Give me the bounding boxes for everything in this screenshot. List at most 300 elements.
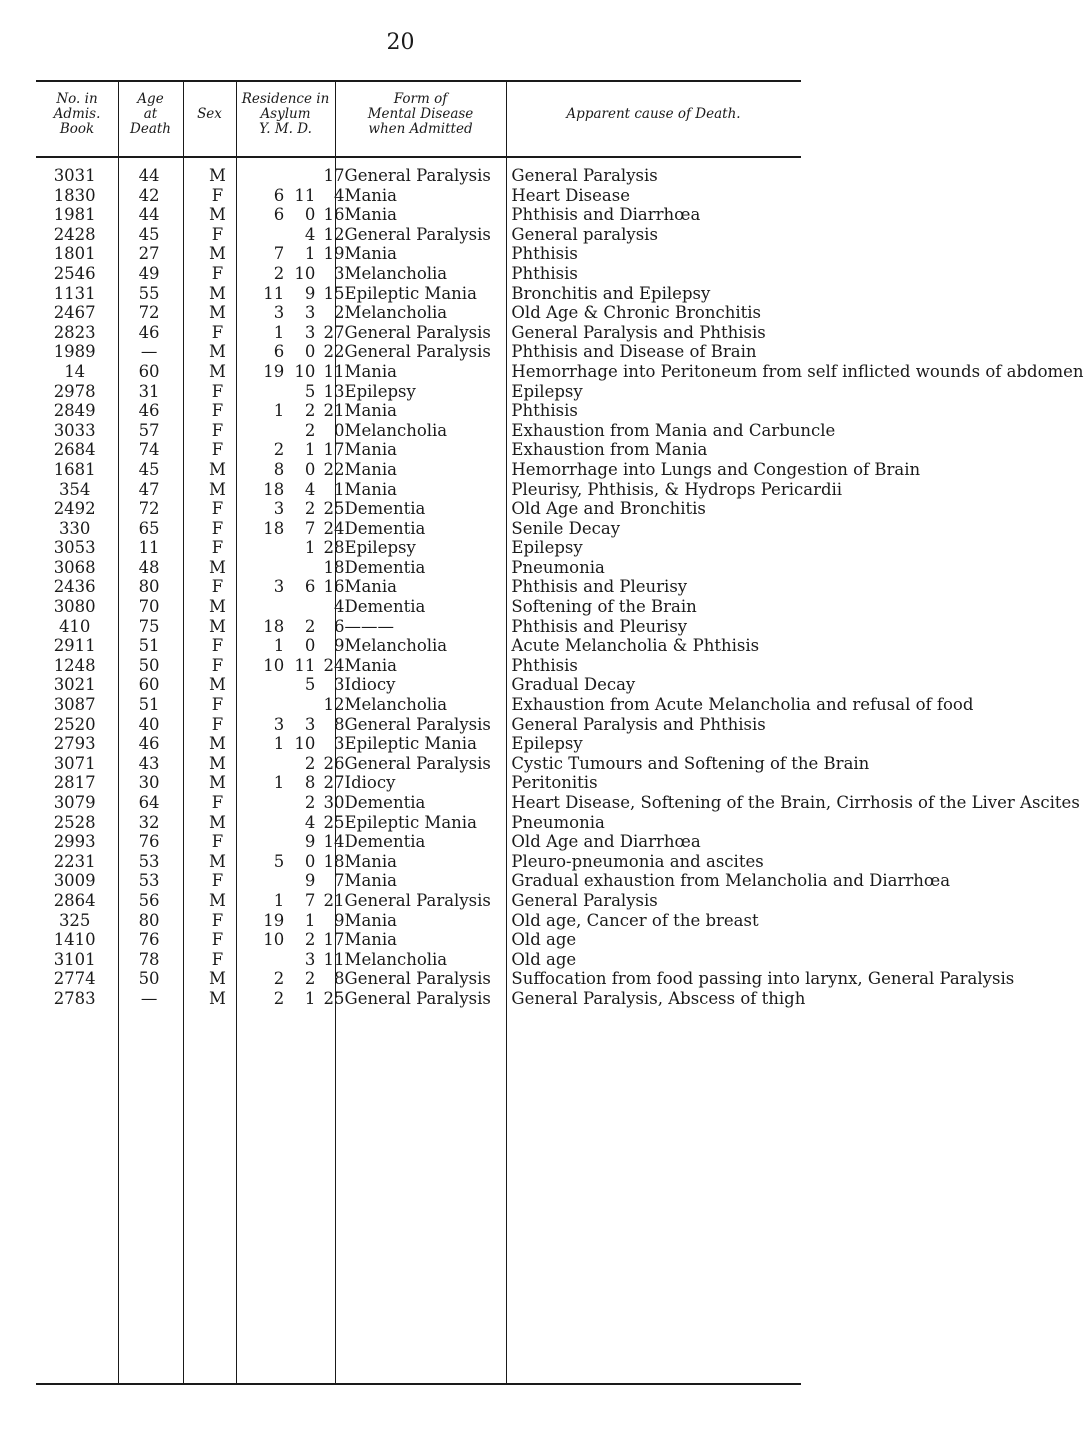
table-row [36, 480, 801, 500]
age-at-death-cell: 75 [138, 616, 160, 636]
age-at-death-cell: — [140, 988, 158, 1008]
mental-disease-cell: Dementia [344, 557, 426, 577]
table-row [36, 342, 801, 362]
residence-days-cell: 25 [323, 812, 345, 832]
table-row [36, 773, 801, 793]
residence-years-cell: 11 [263, 283, 285, 303]
admission-number-cell: 2911 [53, 636, 96, 656]
sex-cell: M [208, 479, 226, 499]
cause-of-death-cell: Bronchitis and Epilepsy [511, 283, 711, 303]
table-row [36, 675, 801, 695]
table-row [36, 832, 801, 852]
cause-of-death-cell: Exhaustion from Mania and Carbuncle [511, 420, 836, 440]
residence-months-cell: 2 [304, 401, 316, 421]
sex-cell: M [208, 773, 226, 793]
mental-disease-cell: Idiocy [344, 675, 396, 695]
residence-years-cell [250, 754, 284, 774]
admission-number-cell: 2993 [53, 832, 96, 852]
residence-days-cell: 17 [323, 930, 345, 950]
table-row [36, 617, 801, 637]
cause-of-death-cell: General Paralysis, Abscess of thigh [511, 988, 806, 1008]
mental-disease-cell: Melancholia [344, 636, 448, 656]
residence-months-cell: 1 [304, 244, 316, 264]
sex-cell: M [208, 851, 226, 871]
mental-disease-cell: Mania [344, 205, 398, 225]
cause-of-death-cell: Phthisis and Disease of Brain [511, 342, 757, 362]
residence-months-cell: 8 [304, 773, 316, 793]
residence-years-cell: 10 [263, 930, 285, 950]
mental-disease-cell: Dementia [344, 499, 426, 519]
cause-of-death-cell: Senile Decay [511, 518, 621, 538]
sex-cell: F [211, 420, 224, 440]
residence-days-cell: 7 [334, 871, 345, 891]
residence-days-cell: 17 [323, 166, 345, 185]
table-top-rule [36, 80, 801, 82]
residence-days-cell: 8 [334, 714, 345, 734]
mental-disease-cell: Dementia [344, 832, 426, 852]
mental-disease-cell: Mania [344, 577, 398, 597]
residence-years-cell: 1 [273, 322, 285, 342]
mental-disease-cell: Melancholia [344, 420, 448, 440]
mental-disease-cell: Mania [344, 655, 398, 675]
residence-months-cell: 5 [304, 381, 316, 401]
residence-days-cell: 4 [334, 597, 345, 617]
cause-of-death-cell: Phthisis [511, 244, 578, 264]
admission-number-cell: 3053 [53, 538, 96, 558]
residence-years-cell [250, 558, 284, 578]
mental-disease-cell: General Paralysis [344, 988, 491, 1008]
table-row [36, 930, 801, 950]
table-row [36, 499, 801, 519]
residence-months-cell: 0 [304, 636, 316, 656]
age-at-death-cell: 47 [138, 479, 160, 499]
table-row [36, 891, 801, 911]
mental-disease-cell: ——— [344, 616, 395, 636]
admission-number-cell: 325 [58, 910, 91, 930]
age-at-death-cell: 31 [138, 381, 160, 401]
cause-of-death-cell: Epilepsy [511, 381, 583, 401]
sex-cell: F [211, 714, 224, 734]
residence-years-cell: 2 [273, 263, 285, 283]
table-row [36, 911, 801, 931]
residence-years-cell [250, 382, 284, 402]
sex-cell: F [211, 518, 224, 538]
admission-number-cell: 3031 [53, 166, 96, 185]
residence-years-cell [250, 695, 284, 715]
admission-number-cell: 2823 [53, 322, 96, 342]
admission-number-cell: 2684 [53, 440, 96, 460]
residence-years-cell: 6 [273, 205, 285, 225]
age-at-death-cell: 44 [138, 166, 160, 185]
mental-disease-cell: Epileptic Mania [344, 734, 477, 754]
residence-months-cell: 9 [304, 832, 316, 852]
residence-months-cell: 11 [294, 655, 316, 675]
residence-months-cell: 10 [294, 361, 316, 381]
residence-days-cell: 25 [323, 499, 345, 519]
cause-of-death-cell: Old age [511, 930, 577, 950]
mental-disease-cell: Dementia [344, 597, 426, 617]
cause-of-death-cell: Phthisis and Diarrhœa [511, 205, 701, 225]
sex-cell: M [208, 616, 226, 636]
table-row [36, 969, 801, 989]
residence-months-cell: 6 [304, 577, 316, 597]
admission-number-cell: 2467 [53, 303, 96, 323]
sex-cell: F [211, 910, 224, 930]
sex-cell: M [208, 205, 226, 225]
cause-of-death-cell: Heart Disease [511, 185, 630, 205]
admission-number-cell: 2231 [53, 851, 96, 871]
sex-cell: M [208, 597, 226, 617]
age-at-death-cell: 51 [138, 695, 160, 715]
sex-cell: F [211, 263, 224, 283]
cause-of-death-cell: Epilepsy [511, 734, 583, 754]
table-row [36, 636, 801, 656]
residence-days-cell: 27 [323, 773, 345, 793]
sex-cell: F [211, 793, 224, 812]
cause-of-death-cell: Exhaustion from Mania [511, 440, 708, 460]
residence-years-cell [250, 793, 284, 813]
residence-days-cell: 17 [323, 440, 345, 460]
cause-of-death-cell: Acute Melancholia & Phthisis [511, 636, 760, 656]
mental-disease-cell: Mania [344, 401, 398, 421]
residence-years-cell: 8 [273, 459, 285, 479]
sex-cell: F [211, 930, 224, 950]
residence-years-cell: 5 [273, 851, 285, 871]
age-at-death-cell: 55 [138, 283, 160, 303]
table-row [36, 577, 801, 597]
residence-days-cell: 21 [323, 890, 345, 910]
admission-number-cell: 2520 [53, 714, 96, 734]
residence-months-cell: 2 [304, 930, 316, 950]
cause-of-death-cell: Phthisis [511, 263, 578, 283]
mental-disease-cell: General Paralysis [344, 714, 491, 734]
mental-disease-cell: Dementia [344, 518, 426, 538]
cause-of-death-cell: General Paralysis [511, 166, 658, 185]
admission-number-cell: 3079 [53, 793, 96, 812]
residence-days-cell: 18 [323, 557, 345, 577]
residence-days-cell: 3 [334, 675, 345, 695]
admission-number-cell: 2783 [53, 988, 96, 1008]
cause-of-death-cell: Exhaustion from Acute Melancholia and refusal of food [511, 695, 974, 715]
residence-days-cell: 21 [323, 401, 345, 421]
cause-of-death-cell: Old age [511, 949, 577, 969]
residence-months-cell: 1 [304, 910, 316, 930]
table-row [36, 656, 801, 676]
page-number: 20 [386, 30, 415, 55]
cause-of-death-cell: Old Age & Chronic Bronchitis [511, 303, 761, 323]
table-row [36, 284, 801, 304]
residence-days-cell: 13 [323, 381, 345, 401]
residence-years-cell: 1 [273, 773, 285, 793]
admission-number-cell: 3087 [53, 695, 96, 715]
mental-disease-cell: General Paralysis [344, 969, 491, 989]
sex-cell: M [208, 361, 226, 381]
residence-years-cell: 10 [263, 655, 285, 675]
admission-number-cell: 3071 [53, 753, 96, 773]
admission-number-cell: 2864 [53, 890, 96, 910]
residence-months-cell [284, 695, 315, 715]
admission-number-cell: 3033 [53, 420, 96, 440]
residence-days-cell: 22 [323, 459, 345, 479]
residence-months-cell: 5 [304, 675, 316, 695]
age-at-death-cell: 50 [138, 969, 160, 989]
sex-cell: F [211, 185, 224, 205]
residence-years-cell: 1 [273, 636, 285, 656]
records-body [36, 166, 1084, 1009]
table-row [36, 421, 801, 441]
table-row [36, 244, 801, 264]
residence-years-cell: 18 [263, 616, 285, 636]
residence-days-cell: 0 [334, 420, 345, 440]
residence-years-cell [250, 597, 284, 617]
residence-days-cell: 30 [323, 793, 345, 812]
cause-of-death-cell: Pleuro-pneumonia and ascites [511, 851, 764, 871]
sex-cell: F [211, 695, 224, 715]
age-at-death-cell: 46 [138, 401, 160, 421]
table-bottom-rule [36, 1383, 801, 1385]
sex-cell: M [208, 812, 226, 832]
age-at-death-cell: 57 [138, 420, 160, 440]
mental-disease-cell: Epileptic Mania [344, 283, 477, 303]
admission-number-cell: 1989 [53, 342, 96, 362]
age-at-death-cell: 65 [138, 518, 160, 538]
sex-cell: M [208, 753, 226, 773]
header-residence: Residence in Asylum Y. M. D. [241, 91, 330, 137]
residence-years-cell [250, 225, 284, 245]
cause-of-death-cell: Phthisis [511, 401, 578, 421]
cause-of-death-cell: Phthisis and Pleurisy [511, 616, 688, 636]
mental-disease-cell: Mania [344, 930, 398, 950]
residence-days-cell: 15 [323, 283, 345, 303]
header-age-at-death: Age at Death [130, 91, 171, 137]
age-at-death-cell: 76 [138, 832, 160, 852]
mental-disease-cell: Mania [344, 440, 398, 460]
table-row [36, 323, 801, 343]
age-at-death-cell: 80 [138, 910, 160, 930]
mental-disease-cell: General Paralysis [344, 753, 491, 773]
residence-years-cell: 3 [273, 577, 285, 597]
sex-cell: F [211, 655, 224, 675]
age-at-death-cell: — [140, 342, 158, 362]
admission-number-cell: 1410 [53, 930, 96, 950]
admission-number-cell: 2817 [53, 773, 96, 793]
residence-days-cell: 6 [334, 616, 345, 636]
header-sex: Sex [197, 106, 222, 122]
sex-cell: M [208, 244, 226, 264]
table-row [36, 519, 801, 539]
residence-days-cell: 4 [334, 185, 345, 205]
cause-of-death-cell: Pleurisy, Phthisis, & Hydrops Pericardii [511, 479, 843, 499]
age-at-death-cell: 40 [138, 714, 160, 734]
table-row [36, 440, 801, 460]
admission-number-cell: 2436 [53, 577, 96, 597]
mental-disease-cell: Mania [344, 459, 398, 479]
residence-days-cell: 14 [323, 832, 345, 852]
residence-months-cell: 1 [304, 538, 316, 558]
cause-of-death-cell: Old Age and Diarrhœa [511, 832, 701, 852]
age-at-death-cell: 11 [138, 538, 160, 558]
age-at-death-cell: 44 [138, 205, 160, 225]
age-at-death-cell: 76 [138, 930, 160, 950]
admission-number-cell: 2428 [53, 224, 96, 244]
cause-of-death-cell: Gradual exhaustion from Melancholia and Diarrhœa [511, 871, 951, 891]
residence-months-cell: 0 [304, 851, 316, 871]
sex-cell: M [208, 675, 226, 695]
residence-days-cell: 11 [323, 949, 345, 969]
residence-years-cell: 18 [263, 479, 285, 499]
mental-disease-cell: Epilepsy [344, 381, 416, 401]
mental-disease-cell: Mania [344, 479, 398, 499]
admission-number-cell: 1801 [53, 244, 96, 264]
header-form-of-disease: Form of Mental Disease when Admitted [367, 91, 474, 137]
table-row [36, 382, 801, 402]
sex-cell: M [208, 557, 226, 577]
residence-years-cell [250, 871, 284, 891]
residence-days-cell: 8 [334, 969, 345, 989]
residence-days-cell: 3 [334, 734, 345, 754]
residence-days-cell: 16 [323, 205, 345, 225]
residence-days-cell: 12 [323, 695, 345, 715]
residence-years-cell [250, 421, 284, 441]
admission-number-cell: 2978 [53, 381, 96, 401]
residence-years-cell [250, 166, 284, 186]
residence-days-cell: 3 [334, 263, 345, 283]
sex-cell: F [211, 636, 224, 656]
sex-cell: M [208, 969, 226, 989]
mental-disease-cell: General Paralysis [344, 342, 491, 362]
admission-number-cell: 3021 [53, 675, 96, 695]
cause-of-death-cell: Old age, Cancer of the breast [511, 910, 759, 930]
cause-of-death-cell: General Paralysis [511, 890, 658, 910]
admission-number-cell: 1681 [53, 459, 96, 479]
table-row [36, 871, 801, 891]
residence-months-cell: 10 [294, 263, 316, 283]
residence-years-cell: 2 [273, 440, 285, 460]
residence-days-cell: 16 [323, 577, 345, 597]
age-at-death-cell: 74 [138, 440, 160, 460]
residence-days-cell: 1 [334, 479, 345, 499]
cause-of-death-cell: Epilepsy [511, 538, 583, 558]
sex-cell: M [208, 342, 226, 362]
cause-of-death-cell: Heart Disease, Softening of the Brain, Cirrhosis of the Liver Ascites [511, 793, 1080, 812]
age-at-death-cell: 27 [138, 244, 160, 264]
residence-days-cell: 18 [323, 851, 345, 871]
cause-of-death-cell: Hemorrhage into Lungs and Congestion of Brain [511, 459, 921, 479]
residence-months-cell: 1 [304, 988, 316, 1008]
mental-disease-cell: Dementia [344, 793, 426, 812]
residence-days-cell: 27 [323, 322, 345, 342]
age-at-death-cell: 53 [138, 871, 160, 891]
residence-months-cell: 0 [304, 342, 316, 362]
admission-number-cell: 1981 [53, 205, 96, 225]
residence-days-cell: 2 [334, 303, 345, 323]
records-table [36, 166, 1084, 1009]
residence-days-cell: 19 [323, 244, 345, 264]
age-at-death-cell: 45 [138, 224, 160, 244]
residence-days-cell: 24 [323, 518, 345, 538]
sex-cell: M [208, 303, 226, 323]
residence-days-cell: 11 [323, 361, 345, 381]
residence-years-cell: 19 [263, 361, 285, 381]
mental-disease-cell: General Paralysis [344, 322, 491, 342]
cause-of-death-cell: Phthisis [511, 655, 578, 675]
table-row [36, 401, 801, 421]
residence-months-cell: 0 [304, 205, 316, 225]
residence-months-cell [284, 558, 315, 578]
table-row [36, 186, 801, 206]
residence-years-cell: 19 [263, 910, 285, 930]
residence-months-cell: 4 [304, 479, 316, 499]
mental-disease-cell: General Paralysis [344, 224, 491, 244]
mental-disease-cell: Mania [344, 910, 398, 930]
mental-disease-cell: Epilepsy [344, 538, 416, 558]
residence-days-cell: 28 [323, 538, 345, 558]
cause-of-death-cell: Peritonitis [511, 773, 598, 793]
admission-number-cell: 3080 [53, 597, 96, 617]
age-at-death-cell: 78 [138, 949, 160, 969]
cause-of-death-cell: Hemorrhage into Peritoneum from self inflicted wounds of abdomen [511, 361, 1084, 381]
sex-cell: F [211, 381, 224, 401]
table-row [36, 597, 801, 617]
admission-number-cell: 2849 [53, 401, 96, 421]
residence-years-cell: 2 [273, 969, 285, 989]
sex-cell: M [208, 988, 226, 1008]
residence-days-cell: 9 [334, 910, 345, 930]
residence-years-cell: 6 [273, 185, 285, 205]
cause-of-death-cell: General Paralysis and Phthisis [511, 322, 766, 342]
residence-days-cell: 25 [323, 988, 345, 1008]
residence-months-cell: 10 [294, 734, 316, 754]
table-row [36, 205, 801, 225]
residence-months-cell: 2 [304, 616, 316, 636]
table-row [36, 754, 801, 774]
age-at-death-cell: 64 [138, 793, 160, 812]
residence-years-cell [250, 813, 284, 833]
residence-months-cell: 4 [304, 224, 316, 244]
sex-cell: M [208, 459, 226, 479]
residence-years-cell: 3 [273, 303, 285, 323]
age-at-death-cell: 30 [138, 773, 160, 793]
table-row [36, 264, 801, 284]
admission-number-cell: 1131 [53, 283, 96, 303]
mental-disease-cell: Epileptic Mania [344, 812, 477, 832]
residence-months-cell: 0 [304, 459, 316, 479]
residence-years-cell: 3 [273, 499, 285, 519]
age-at-death-cell: 72 [138, 303, 160, 323]
residence-months-cell: 3 [304, 303, 316, 323]
admission-number-cell: 330 [58, 518, 91, 538]
residence-months-cell: 9 [304, 871, 316, 891]
age-at-death-cell: 60 [138, 361, 160, 381]
table-row [36, 950, 801, 970]
residence-years-cell: 1 [273, 890, 285, 910]
residence-months-cell: 7 [304, 890, 316, 910]
residence-days-cell: 22 [323, 342, 345, 362]
admission-number-cell: 2793 [53, 734, 96, 754]
admission-number-cell: 1830 [53, 185, 96, 205]
age-at-death-cell: 60 [138, 675, 160, 695]
residence-years-cell [250, 538, 284, 558]
sex-cell: F [211, 832, 224, 852]
sex-cell: F [211, 499, 224, 519]
mental-disease-cell: General Paralysis [344, 166, 491, 185]
residence-months-cell: 2 [304, 753, 316, 773]
header-cause-of-death: Apparent cause of Death. [566, 106, 741, 122]
admission-number-cell: 410 [58, 616, 91, 636]
residence-months-cell [284, 166, 315, 186]
sex-cell: F [211, 577, 224, 597]
table-row [36, 734, 801, 754]
